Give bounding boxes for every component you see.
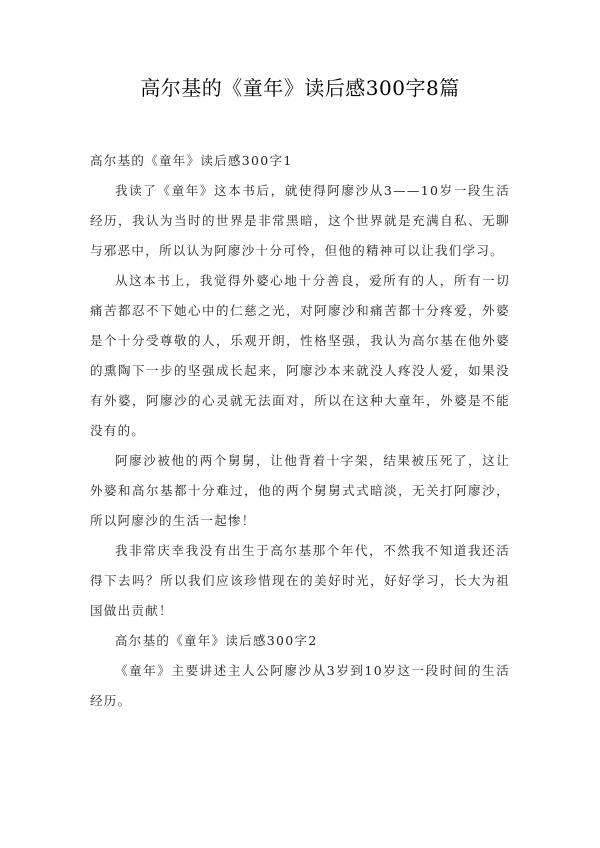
body-paragraph: 阿廖沙被他的两个舅舅，让他背着十字架，结果被压死了，这让外婆和高尔基都十分难过，他的两个舅舅式式暗淡，无关打阿廖沙，所以阿廖沙的生活一起惨！ (90, 453, 510, 528)
document-title: 高尔基的《童年》读后感300字8篇 (140, 76, 460, 100)
body-paragraph: 我非常庆幸我没有出生于高尔基那个年代，不然我不知道我还活得下去吗？所以我们应该珍惜现在的美好时光，好好学习，长大为祖国做出贡献！ (90, 543, 510, 618)
body-paragraph: 《童年》主要讲述主人公阿廖沙从3岁到10岁这一段时间的生活经历。 (90, 663, 510, 708)
document-body (90, 146, 510, 716)
body-paragraph: 我读了《童年》这本书后，就使得阿廖沙从3——10岁一段生活经历，我认为当时的世界是非常黑暗，这个世界就是充满自私、无聊与邪恶中，所以认为阿廖沙十分可怜，但他的精神可以让我们学习。 (90, 183, 510, 258)
body-paragraph: 从这本书上，我觉得外婆心地十分善良，爱所有的人，所有一切痛苦都忍不下她心中的仁慈之光，对阿廖沙和痛苦都十分疼爱，外婆是个十分受尊敬的人，乐观开朗，性格坚强，我认为高尔基在他外婆的熏陶下一步的坚强成长起来，阿廖沙本来就没人疼没人爱，如果没有外婆，阿廖沙的心灵就无法面对，所以在这种大童年，外婆是不能没有的。 (90, 273, 510, 438)
section-heading: 高尔基的《童年》读后感300字2 (115, 633, 318, 648)
section-heading: 高尔基的《童年》读后感300字1 (90, 153, 293, 168)
